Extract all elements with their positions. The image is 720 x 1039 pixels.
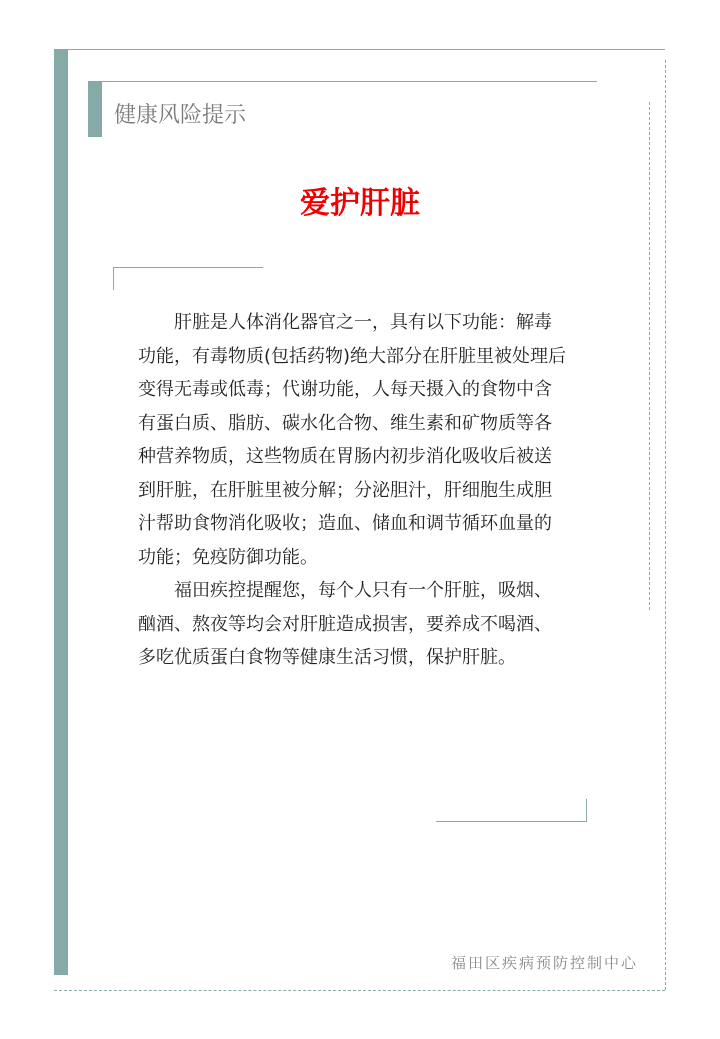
body-line: 汁帮助食物消化吸收；造血、储血和调节循环血量的: [138, 513, 552, 534]
header-top-line: [102, 81, 597, 82]
corner-bracket-bottom: [436, 821, 587, 822]
body-line: 到肝脏，在肝脏里被分解；分泌胆汁，肝细胞生成胆: [138, 479, 552, 501]
body-line: 多吃优质蛋白食物等健康生活习惯，保护肝脏。: [138, 647, 516, 668]
footer-organization: 福田区疾病预防控制中心: [450, 954, 638, 972]
body-line: 功能，有毒物质(包括药物)绝大部分在肝脏里被处理后: [138, 345, 567, 367]
corner-bracket-top-vertical: [113, 267, 114, 290]
body-line: 种营养物质，这些物质在胃肠内初步消化吸收后被送: [138, 446, 552, 467]
bottom-dashed-border: [54, 990, 665, 991]
corner-bracket-top: [113, 267, 263, 268]
body-line: 功能；免疫防御功能。: [138, 546, 318, 568]
header-accent-bar: [88, 81, 102, 137]
section-title: 健康风险提示: [114, 103, 247, 128]
top-border-line: [68, 49, 665, 50]
body-text: [138, 306, 566, 675]
body-line: 变得无毒或低毒；代谢功能，人每天摄入的食物中含: [138, 379, 552, 400]
body-line: 福田疾控提醒您，每个人只有一个肝脏，吸烟、: [138, 580, 552, 601]
corner-bracket-bottom-vertical: [586, 799, 587, 822]
body-line: 有蛋白质、脂肪、碳水化合物、维生素和矿物质等各: [138, 412, 552, 434]
page-title: 爱护肝脏: [300, 186, 420, 221]
body-line: 肝脏是人体消化器官之一，具有以下功能：解毒: [138, 312, 552, 333]
body-line: 酗酒、熬夜等均会对肝脏造成损害，要养成不喝酒、: [138, 613, 552, 635]
